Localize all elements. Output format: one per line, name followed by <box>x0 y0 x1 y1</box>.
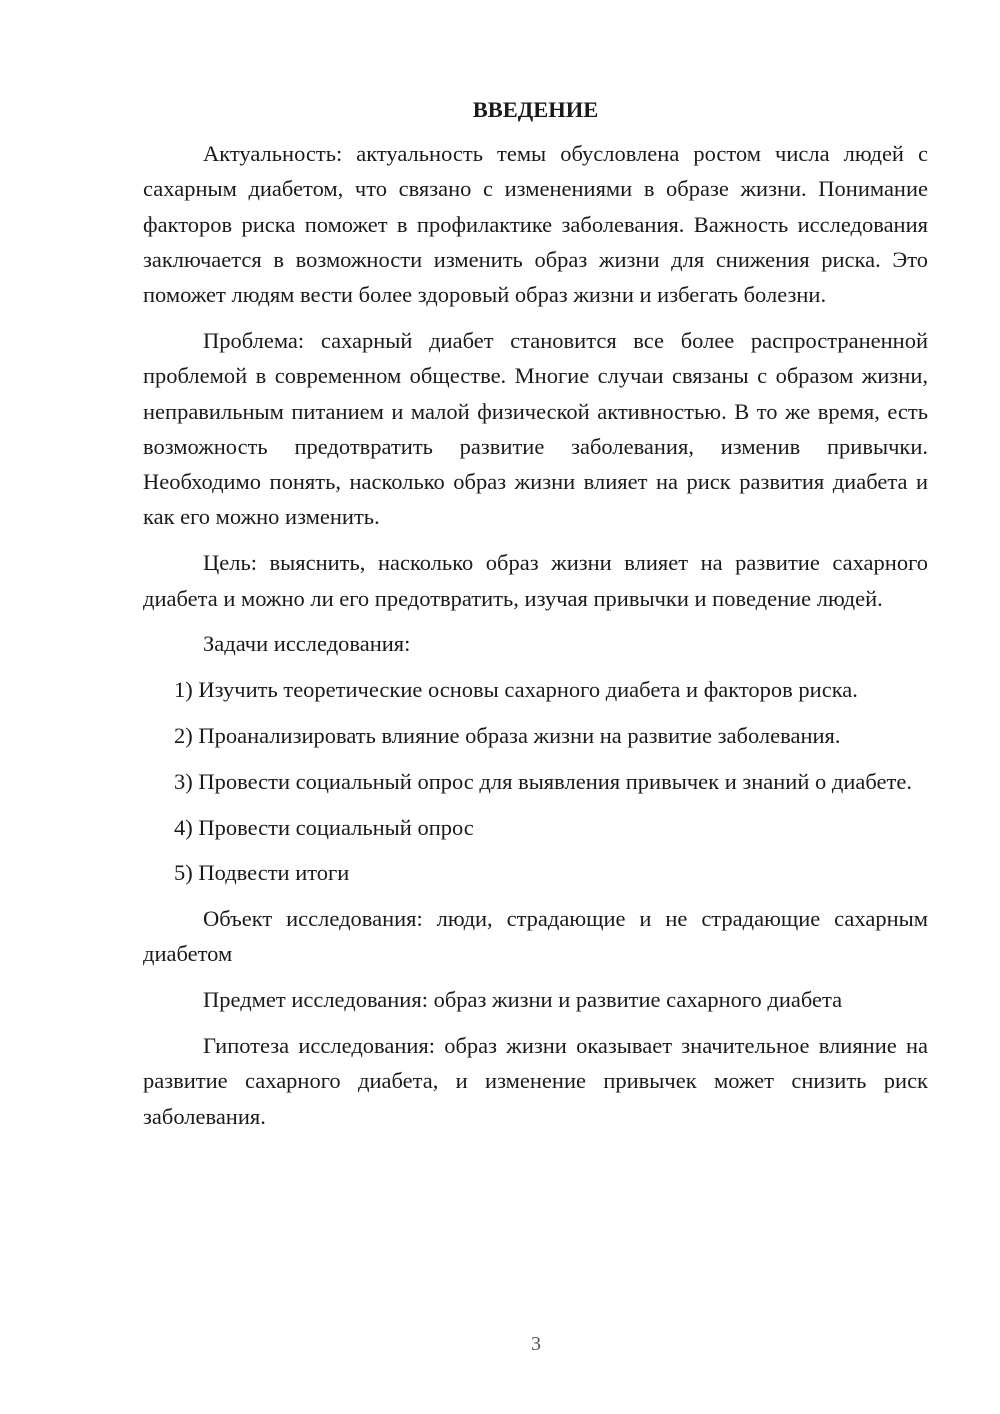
goal-paragraph: Цель: выяснить, насколько образ жизни влияет на развитие сахарного диабета и можно ли его предотвратить, изучая привычки и поведение людей. <box>143 550 928 611</box>
relevance-paragraph: Актуальность: актуальность темы обусловлена ростом числа людей с сахарным диабетом, что связано с изменениями в образе жизни. Понимание факторов риска поможет в профилактике заболевания. Важность исследования заключается в возможности изменить образ жизни для снижения риска. Это поможет людям вести более здоровый образ жизни и избегать болезни. <box>143 141 928 308</box>
task-item-4: 4) Провести социальный опрос <box>174 814 474 840</box>
task-item-2: 2) Проанализировать влияние образа жизни на развитие заболевания. <box>174 722 841 748</box>
task-item-5: 5) Подвести итоги <box>174 860 350 886</box>
task-item-1: 1) Изучить теоретические основы сахарного диабета и факторов риска. <box>174 677 858 703</box>
section-heading: ВВЕДЕНИЕ <box>472 97 599 122</box>
problem-paragraph: Проблема: сахарный диабет становится все более распространенной проблемой в современном обществе. Многие случаи связаны с образом жизни, неправильным питанием и малой физической активностью. В то же время, есть возможность предотвратить развитие заболевания, изменив привычки. Необходимо понять, насколько образ жизни влияет на риск развития диабета и как его можно изменить. <box>143 327 928 530</box>
page-number: 3 <box>531 1333 541 1355</box>
tasks-heading: Задачи исследования: <box>203 631 411 657</box>
subject-paragraph: Предмет исследования: образ жизни и развитие сахарного диабета <box>203 987 843 1013</box>
document-page <box>143 92 928 1144</box>
task-item-3: 3) Провести социальный опрос для выявления привычек и знаний о диабете. <box>174 768 912 794</box>
hypothesis-paragraph: Гипотеза исследования: образ жизни оказывает значительное влияние на развитие сахарного диабета, и изменение привычек может снизить риск заболевания. <box>143 1033 928 1129</box>
object-paragraph: Объект исследования: люди, страдающие и не страдающие сахарным диабетом <box>143 906 928 967</box>
